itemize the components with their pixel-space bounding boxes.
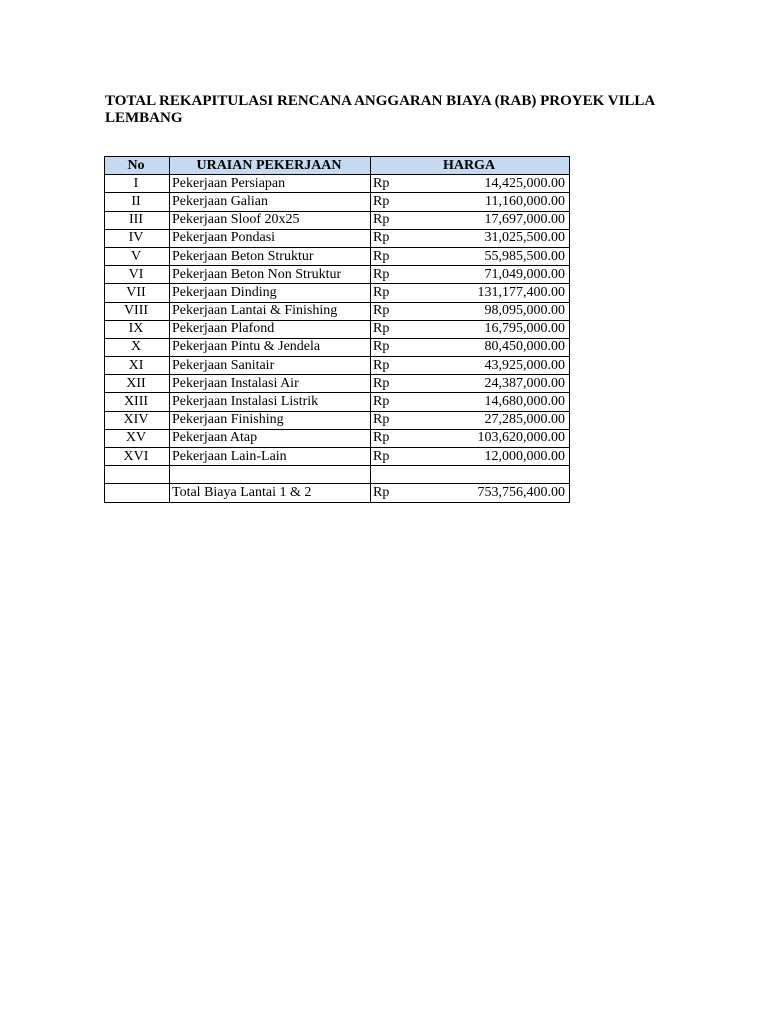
table-row (105, 193, 570, 211)
table-header-row (105, 157, 570, 175)
total-currency: Rp (371, 484, 430, 502)
row-harga: 43,925,000.00 (429, 357, 570, 375)
table-row (105, 266, 570, 284)
row-currency: Rp (371, 175, 430, 193)
row-uraian: Pekerjaan Galian (170, 193, 371, 211)
row-currency: Rp (371, 338, 430, 356)
total-row (105, 484, 570, 502)
header-harga: HARGA (371, 157, 570, 175)
table-row (105, 320, 570, 338)
row-harga: 80,450,000.00 (429, 338, 570, 356)
row-currency: Rp (371, 320, 430, 338)
empty-cell (105, 466, 170, 484)
document-title: TOTAL REKAPITULASI RENCANA ANGGARAN BIAYA (RAB) PROYEK VILLA LEMBANG (105, 93, 655, 126)
row-uraian: Pekerjaan Atap (170, 429, 371, 447)
row-currency: Rp (371, 375, 430, 393)
total-harga: 753,756,400.00 (429, 484, 570, 502)
header-no: No (105, 157, 170, 175)
table-row (105, 411, 570, 429)
table-row (105, 284, 570, 302)
row-uraian: Pekerjaan Beton Struktur (170, 247, 371, 265)
row-harga: 55,985,500.00 (429, 247, 570, 265)
row-harga: 31,025,500.00 (429, 229, 570, 247)
empty-row (105, 466, 570, 484)
row-currency: Rp (371, 247, 430, 265)
table-row (105, 429, 570, 447)
table-row (105, 247, 570, 265)
row-no: VI (105, 266, 170, 284)
row-currency: Rp (371, 193, 430, 211)
table-row (105, 393, 570, 411)
row-no: VII (105, 284, 170, 302)
row-no: V (105, 247, 170, 265)
table-row (105, 375, 570, 393)
table-body (105, 175, 570, 502)
table-row (105, 357, 570, 375)
row-no: I (105, 175, 170, 193)
row-currency: Rp (371, 357, 430, 375)
row-no: XIV (105, 411, 170, 429)
row-currency: Rp (371, 429, 430, 447)
row-uraian: Pekerjaan Persiapan (170, 175, 371, 193)
header-uraian-pekerjaan: URAIAN PEKERJAAN (170, 157, 371, 175)
row-currency: Rp (371, 393, 430, 411)
rab-recap-table (104, 156, 570, 503)
row-uraian: Pekerjaan Dinding (170, 284, 371, 302)
row-no: XVI (105, 448, 170, 466)
row-no: XIII (105, 393, 170, 411)
row-currency: Rp (371, 211, 430, 229)
row-uraian: Pekerjaan Sloof 20x25 (170, 211, 371, 229)
row-uraian: Pekerjaan Beton Non Struktur (170, 266, 371, 284)
row-no: IV (105, 229, 170, 247)
row-no: XV (105, 429, 170, 447)
row-no: VIII (105, 302, 170, 320)
row-harga: 12,000,000.00 (429, 448, 570, 466)
row-uraian: Pekerjaan Pintu & Jendela (170, 338, 371, 356)
row-no: III (105, 211, 170, 229)
row-currency: Rp (371, 411, 430, 429)
total-no-cell (105, 484, 170, 502)
table-row (105, 302, 570, 320)
row-no: XII (105, 375, 170, 393)
table-row (105, 448, 570, 466)
row-harga: 16,795,000.00 (429, 320, 570, 338)
row-harga: 11,160,000.00 (429, 193, 570, 211)
row-uraian: Pekerjaan Lain-Lain (170, 448, 371, 466)
row-harga: 98,095,000.00 (429, 302, 570, 320)
table-row (105, 211, 570, 229)
empty-cell (429, 466, 570, 484)
table-row (105, 175, 570, 193)
row-harga: 27,285,000.00 (429, 411, 570, 429)
row-no: II (105, 193, 170, 211)
row-harga: 103,620,000.00 (429, 429, 570, 447)
row-uraian: Pekerjaan Pondasi (170, 229, 371, 247)
row-harga: 14,425,000.00 (429, 175, 570, 193)
table-row (105, 229, 570, 247)
empty-cell (371, 466, 430, 484)
row-no: XI (105, 357, 170, 375)
empty-cell (170, 466, 371, 484)
row-harga: 131,177,400.00 (429, 284, 570, 302)
row-currency: Rp (371, 302, 430, 320)
row-uraian: Pekerjaan Sanitair (170, 357, 371, 375)
total-label: Total Biaya Lantai 1 & 2 (170, 484, 371, 502)
row-no: IX (105, 320, 170, 338)
row-uraian: Pekerjaan Finishing (170, 411, 371, 429)
row-currency: Rp (371, 266, 430, 284)
row-harga: 71,049,000.00 (429, 266, 570, 284)
row-uraian: Pekerjaan Plafond (170, 320, 371, 338)
row-currency: Rp (371, 229, 430, 247)
row-uraian: Pekerjaan Instalasi Air (170, 375, 371, 393)
row-no: X (105, 338, 170, 356)
table-row (105, 338, 570, 356)
row-harga: 14,680,000.00 (429, 393, 570, 411)
row-currency: Rp (371, 448, 430, 466)
row-uraian: Pekerjaan Instalasi Listrik (170, 393, 371, 411)
row-harga: 17,697,000.00 (429, 211, 570, 229)
row-uraian: Pekerjaan Lantai & Finishing (170, 302, 371, 320)
row-currency: Rp (371, 284, 430, 302)
row-harga: 24,387,000.00 (429, 375, 570, 393)
